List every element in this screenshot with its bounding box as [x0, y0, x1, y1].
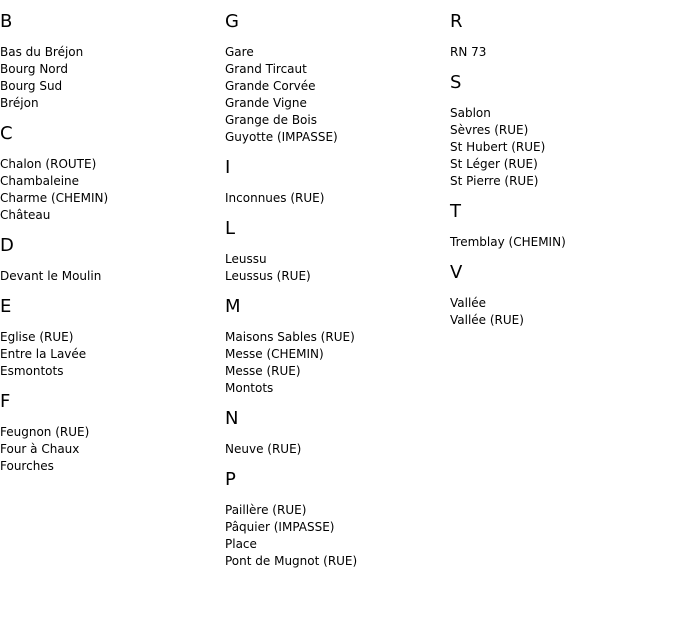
street-list-item [0, 156, 225, 173]
street-list-item [450, 295, 675, 312]
street-link[interactable]: Pâquier (IMPASSE) [225, 520, 335, 534]
street-list-item [0, 78, 225, 95]
letter-group-g [225, 11, 450, 146]
letter-heading: B [0, 11, 13, 32]
street-link[interactable]: Leussu [225, 252, 267, 266]
street-link[interactable]: Chambaleine [0, 174, 80, 188]
street-list-item [450, 234, 675, 251]
street-list-item [225, 441, 450, 458]
street-link[interactable]: Inconnues (RUE) [225, 191, 325, 205]
street-link[interactable]: St Pierre (RUE) [450, 174, 539, 188]
letter-heading: C [0, 123, 13, 144]
letter-group-m [225, 296, 450, 397]
letter-heading: R [450, 11, 463, 32]
street-link[interactable]: Maisons Sables (RUE) [225, 330, 355, 344]
street-link[interactable]: Paillère (RUE) [225, 503, 307, 517]
letter-group-n [225, 408, 450, 458]
street-list-item [225, 380, 450, 397]
letter-group-s [450, 72, 675, 190]
street-list-item [225, 78, 450, 95]
letter-heading: V [450, 262, 463, 283]
street-link[interactable]: Entre la Lavée [0, 347, 87, 361]
street-list [225, 44, 450, 146]
street-list [450, 234, 675, 251]
street-list-item [225, 112, 450, 129]
street-link[interactable]: Sèvres (RUE) [450, 123, 529, 137]
letter-group-e [0, 296, 225, 380]
letter-heading: L [225, 218, 236, 239]
street-link[interactable]: Montots [225, 381, 274, 395]
letter-heading: S [450, 72, 462, 93]
street-link[interactable]: Bourg Sud [0, 79, 63, 93]
street-list-item [225, 129, 450, 146]
street-list-item [225, 553, 450, 570]
street-list-item [450, 105, 675, 122]
street-list-item [225, 363, 450, 380]
street-list [225, 329, 450, 397]
street-link[interactable]: Place [225, 537, 257, 551]
street-list-item [0, 441, 225, 458]
street-link[interactable]: Grand Tircaut [225, 62, 307, 76]
letter-heading: G [225, 11, 239, 32]
street-list [0, 424, 225, 475]
street-list-item [450, 139, 675, 156]
street-list [450, 295, 675, 329]
street-link[interactable]: Chalon (ROUTE) [0, 157, 97, 171]
letter-group-d [0, 235, 225, 285]
index-column-2 [225, 0, 450, 576]
street-list-item [225, 44, 450, 61]
street-list-item [0, 61, 225, 78]
street-link[interactable]: Grande Corvée [225, 79, 316, 93]
letter-group-p [225, 469, 450, 570]
letter-heading: T [450, 201, 461, 222]
street-list-item [0, 173, 225, 190]
street-link[interactable]: Messe (RUE) [225, 364, 301, 378]
street-link[interactable]: Pont de Mugnot (RUE) [225, 554, 358, 568]
street-list-item [225, 268, 450, 285]
letter-heading: D [0, 235, 14, 256]
street-link[interactable]: Château [0, 208, 51, 222]
letter-heading: F [0, 391, 11, 412]
street-link[interactable]: St Hubert (RUE) [450, 140, 546, 154]
street-link[interactable]: Devant le Moulin [0, 269, 102, 283]
street-link[interactable]: Bréjon [0, 96, 39, 110]
letter-heading: N [225, 408, 239, 429]
street-list-item [225, 251, 450, 268]
street-link[interactable]: Bourg Nord [0, 62, 68, 76]
street-list [450, 105, 675, 190]
street-list [225, 251, 450, 285]
street-list-item [225, 536, 450, 553]
street-link[interactable]: Eglise (RUE) [0, 330, 74, 344]
letter-group-l [225, 218, 450, 285]
street-list-item [225, 502, 450, 519]
street-list-item [0, 329, 225, 346]
letter-heading: P [225, 469, 236, 490]
letter-heading: M [225, 296, 241, 317]
street-list-item [225, 95, 450, 112]
letter-group-t [450, 201, 675, 251]
street-link[interactable]: Guyotte (IMPASSE) [225, 130, 338, 144]
street-list-item [0, 190, 225, 207]
street-link[interactable]: Esmontots [0, 364, 64, 378]
letter-group-i [225, 157, 450, 207]
street-list [225, 190, 450, 207]
street-list-item [0, 44, 225, 61]
street-link[interactable]: Fourches [0, 459, 54, 473]
street-list-item [0, 95, 225, 112]
letter-group-f [0, 391, 225, 475]
street-link[interactable]: Feugnon (RUE) [0, 425, 90, 439]
street-list [0, 329, 225, 380]
street-list [0, 268, 225, 285]
letter-group-r [450, 11, 675, 61]
street-list [450, 44, 675, 61]
street-list-item [450, 156, 675, 173]
street-link[interactable]: Grange de Bois [225, 113, 317, 127]
street-link[interactable]: RN 73 [450, 45, 487, 59]
street-list-item [450, 122, 675, 139]
street-link[interactable]: Gare [225, 45, 254, 59]
street-link[interactable]: Vallée [450, 296, 487, 310]
street-list-item [225, 346, 450, 363]
street-link[interactable]: Neuve (RUE) [225, 442, 302, 456]
street-list-item [0, 207, 225, 224]
street-link[interactable]: Messe (CHEMIN) [225, 347, 324, 361]
street-list-item [0, 268, 225, 285]
index-column-1 [0, 0, 225, 481]
street-list-item [225, 519, 450, 536]
letter-group-b [0, 11, 225, 112]
street-list-item [0, 346, 225, 363]
street-link[interactable]: St Léger (RUE) [450, 157, 538, 171]
street-list [225, 502, 450, 570]
letter-heading: E [0, 296, 12, 317]
street-list [0, 44, 225, 112]
street-list-item [450, 173, 675, 190]
street-list-item [225, 190, 450, 207]
letter-group-c [0, 123, 225, 224]
street-list-item [0, 424, 225, 441]
street-link[interactable]: Sablon [450, 106, 491, 120]
street-list-item [225, 61, 450, 78]
street-link[interactable]: Bas du Bréjon [0, 45, 84, 59]
street-list-item [450, 44, 675, 61]
street-list [0, 156, 225, 224]
street-list-item [225, 329, 450, 346]
index-column-3 [450, 0, 675, 335]
street-list-item [0, 363, 225, 380]
street-link[interactable]: Four à Chaux [0, 442, 80, 456]
letter-heading: I [225, 157, 231, 178]
street-list-item [0, 458, 225, 475]
street-link[interactable]: Charme (CHEMIN) [0, 191, 109, 205]
street-list-item [450, 312, 675, 329]
street-link[interactable]: Grande Vigne [225, 96, 307, 110]
letter-group-v [450, 262, 675, 329]
street-link[interactable]: Vallée (RUE) [450, 313, 524, 327]
street-link[interactable]: Tremblay (CHEMIN) [450, 235, 566, 249]
street-link[interactable]: Leussus (RUE) [225, 269, 311, 283]
street-list [225, 441, 450, 458]
